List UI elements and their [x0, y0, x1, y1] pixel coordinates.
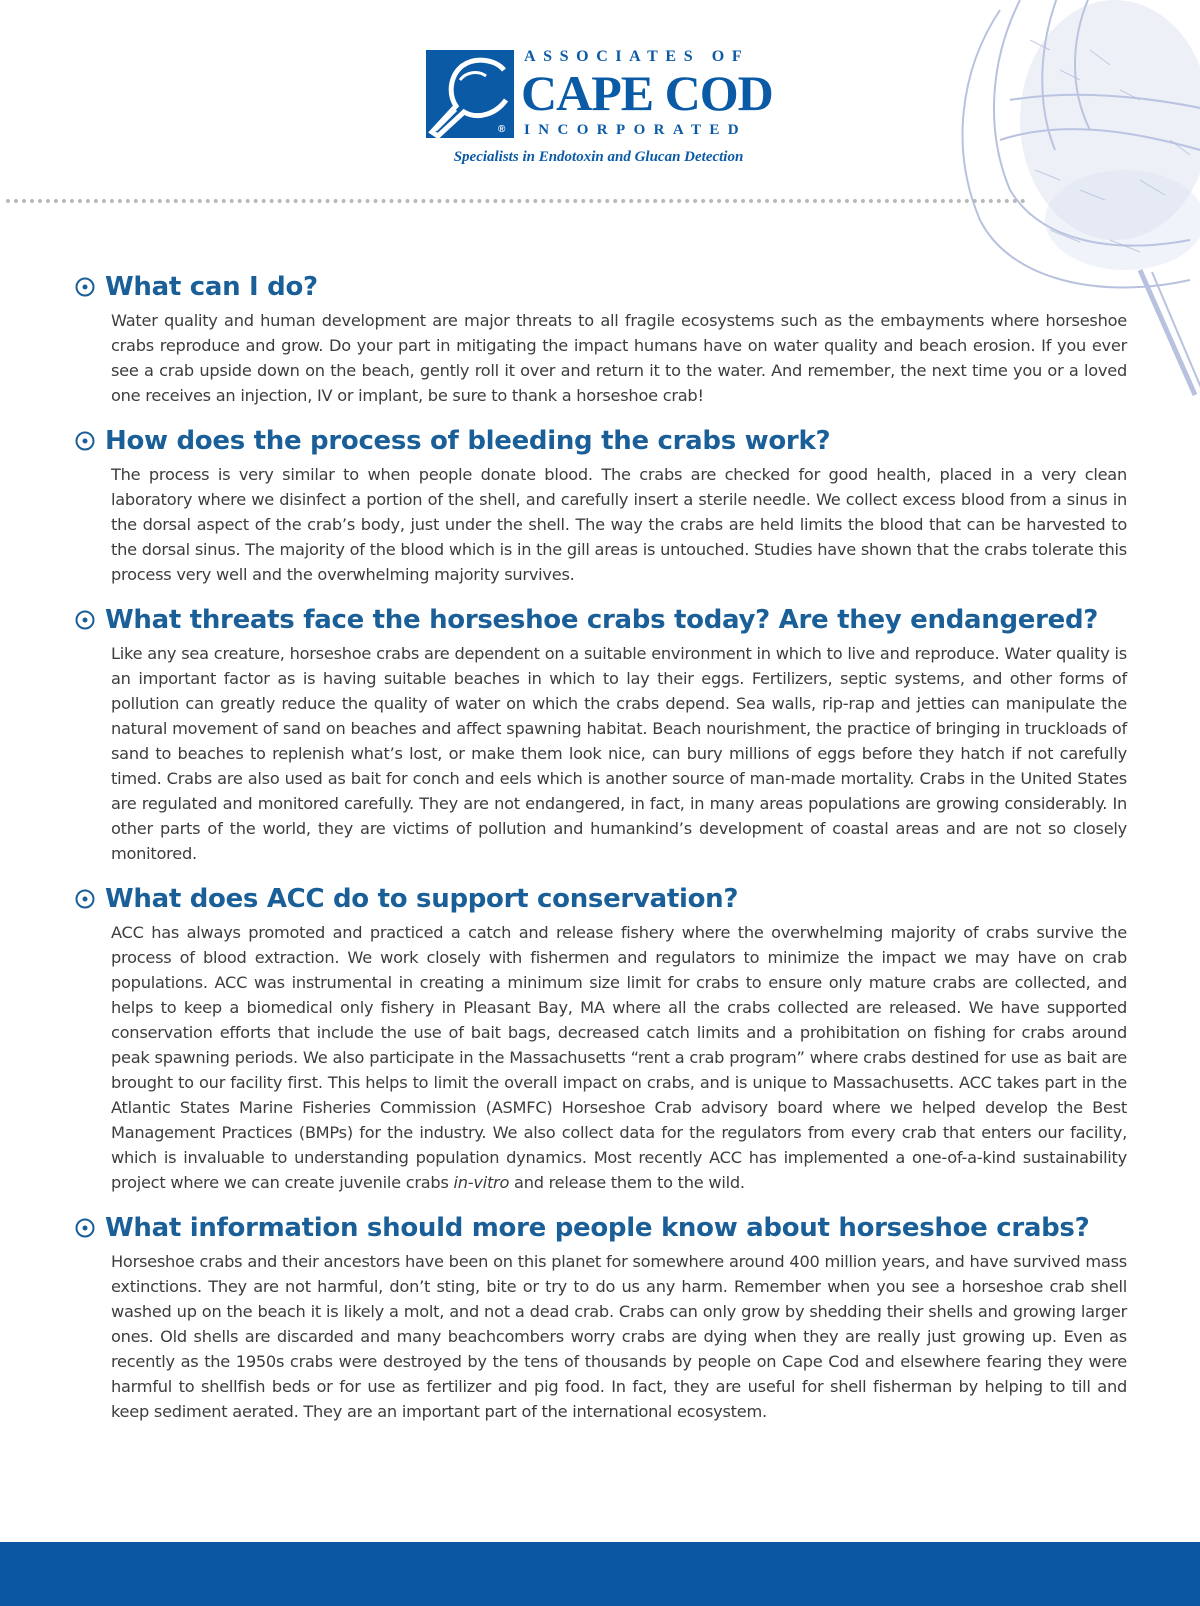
faq-question [75, 270, 1127, 304]
faq-question [75, 1211, 1127, 1245]
circle-dot-icon [75, 610, 95, 630]
footer-bar [0, 1542, 1200, 1606]
faq-question-text: What threats face the horseshoe crabs today? Are they endangered? [105, 605, 1099, 635]
faq-section [75, 603, 1127, 866]
faq-question [75, 424, 1127, 458]
faq-section [75, 270, 1127, 408]
faq-answer: Like any sea creature, horseshoe crabs are dependent on a suitable environment in which to live and reproduce. Water quality is an important factor as is having suitable beaches in which to lay their eggs. Fertilizers, septic systems, and other forms of pollution can greatly reduce the quality of water on which the crabs depend. Sea walls, rip-rap and jetties can manipulate the natural movement of sand on beaches and affect spawning habitat. Beach nourishment, the practice of bringing in truckloads of sand to beaches to replenish what’s lost, or make them look nice, can bury millions of eggs before they hatch if not carefully timed. Crabs are also used as bait for conch and eels which is another source of man-made mortality. Crabs in the United States are regulated and monitored carefully. They are not endangered, in fact, in many areas populations are growing considerably. In other parts of the world, they are victims of pollution and humankind’s development of coastal areas and are not so closely monitored. [111, 644, 1127, 863]
dotted-divider [6, 199, 1026, 203]
tagline: Specialists in Endotoxin and Glucan Detection [453, 149, 744, 165]
company-logo [426, 48, 786, 178]
circle-dot-icon [75, 431, 95, 451]
faq-question-text: What information should more people know about horseshoe crabs? [105, 1213, 1090, 1243]
faq-answer-italic: in-vitro [453, 1173, 510, 1192]
faq-answer-text-end: and release them to the wild. [509, 1173, 745, 1192]
logo-incorporated: INCORPORATED [524, 122, 748, 138]
registered-mark: ® [498, 124, 506, 135]
faq-answer-text: ACC has always promoted and practiced a catch and release fishery where the overwhelming majority of crabs survive the process of blood extraction. We work closely with fishermen and regulators to minimize the impact we may have on crab populations. ACC was instrumental in creating a minimum size limit for crabs to ensure only mature crabs are collected, and helps to keep a biomedical only fishery in Pleasant Bay, MA where all the crabs collected are released. We have supported conservation efforts that include the use of bait bags, decreased catch limits and a prohibitation on fishing for crabs around peak spawning periods. We also participate in the Massachusetts “rent a crab program” where crabs destined for use as bait are brought to our facility first. This helps to limit the overall impact on crabs, and is unique to Massachusetts. ACC takes part in the Atlantic States Marine Fisheries Commission (ASMFC) Horseshoe Crab advisory board where we helped develop the Best Management Practices (BMPs) for the industry. We also collect data for the regulators from every crab that enters our facility, which is invaluable to understanding population dynamics. Most recently ACC has implemented a one-of-a-kind sustainability project where we can create juvenile crabs [111, 923, 1127, 1192]
faq-answer: Water quality and human development are major threats to all fragile ecosystems such as the embayments where horseshoe crabs reproduce and grow. Do your part in mitigating the impact humans have on water quality and beach erosion. If you ever see a crab upside down on the beach, gently roll it over and return it to the water. And remember, the next time you or a loved one receives an injection, IV or implant, be sure to thank a horseshoe crab! [111, 311, 1127, 405]
faq-section [75, 882, 1127, 1195]
faq-content [75, 270, 1127, 1440]
faq-question-text: What does ACC do to support conservation? [105, 884, 739, 914]
logo-associates-of: ASSOCIATES OF [524, 48, 750, 65]
faq-answer: Horseshoe crabs and their ancestors have been on this planet for somewhere around 400 million years, and have survived mass extinctions. They are not harmful, don’t sting, bite or try to do us any harm. Remember when you see a horseshoe crab shell washed up on the beach it is likely a molt, and not a dead crab. Crabs can only grow by shedding their shells and growing larger ones. Old shells are discarded and many beachcombers worry crabs are dying when they are really just growing up. Even as recently as the 1950s crabs were destroyed by the tens of thousands by people on Cape Cod and elsewhere fearing they were harmful to shellfish beds or for use as fertilizer and pig food. In fact, they are useful for shell fisherman by helping to till and keep sediment aerated. They are an important part of the international ecosystem. [111, 1252, 1127, 1421]
circle-dot-icon [75, 1218, 95, 1238]
faq-section [75, 1211, 1127, 1424]
faq-question-text: How does the process of bleeding the crabs work? [105, 426, 831, 456]
faq-question-text: What can I do? [105, 272, 318, 302]
circle-dot-icon [75, 277, 95, 297]
logo-cape-cod: CAPE COD [521, 65, 773, 121]
faq-answer: The process is very similar to when people donate blood. The crabs are checked for good health, placed in a very clean laboratory where we disinfect a portion of the shell, and carefully insert a sterile needle. We collect excess blood from a sinus in the dorsal aspect of the crab’s body, just under the shell. The way the crabs are held limits the blood that can be harvested to the dorsal sinus. The majority of the blood which is in the gill areas is untouched. Studies have shown that the crabs tolerate this process very well and the overwhelming majority survives. [111, 465, 1127, 584]
faq-answer [111, 920, 1127, 1195]
circle-dot-icon [75, 889, 95, 909]
faq-question [75, 882, 1127, 916]
faq-question [75, 603, 1127, 637]
faq-section [75, 424, 1127, 587]
